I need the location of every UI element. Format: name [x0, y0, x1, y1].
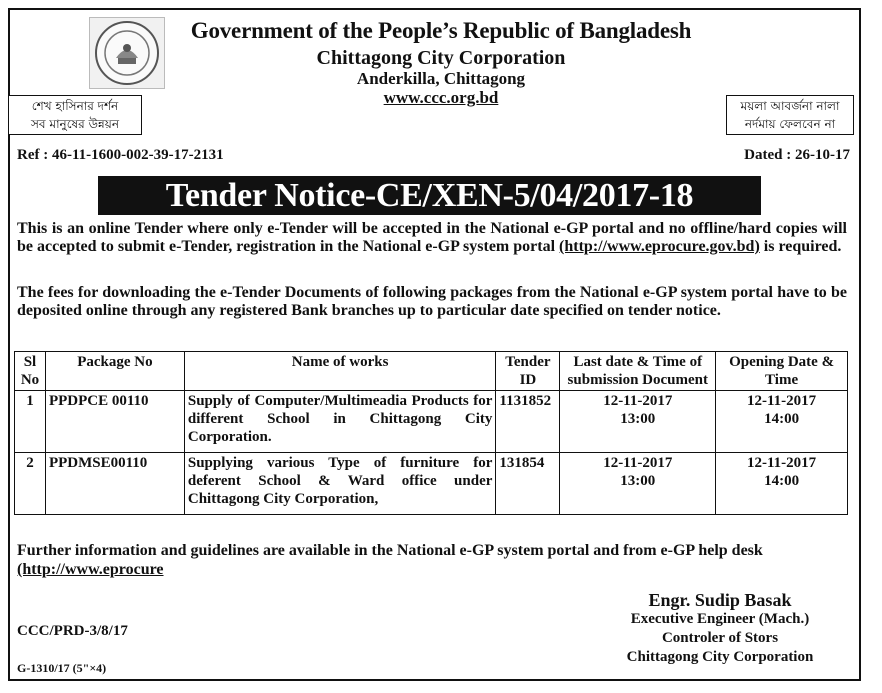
row-last-time: 13:00 [620, 411, 656, 427]
further-text: Further information and guidelines are available in the National e-GP system portal and from e-GP help desk [17, 542, 763, 559]
row-sl: 2 [15, 453, 46, 515]
slogan-right [726, 95, 854, 135]
row-package: PPDPCE 00110 [45, 391, 184, 453]
table-row [15, 391, 848, 453]
notice-date: Dated : 26-10-17 [744, 147, 850, 163]
header-last-date: Last date & Time of submission Document [560, 352, 716, 391]
row-open-date-cell [716, 453, 848, 515]
row-open-date: 12-11-2017 [746, 393, 817, 409]
website-link[interactable]: www.ccc.org.bd [383, 88, 499, 107]
row-open-time: 14:00 [764, 411, 800, 427]
row-work: Supply of Computer/Multimeadia Products for different School in Chittagong City Corporation. [184, 391, 496, 453]
para1-text: This is an online Tender where only e-Tender will be accepted in the National e-GP portal and no offline/hard copies will be accepted to submit e-Tender, registration in the National e-GP system portal [17, 220, 847, 255]
organization-address: Anderkilla, Chittagong [356, 69, 526, 88]
slogan-left [8, 95, 142, 135]
online-tender-paragraph [17, 220, 847, 256]
row-work: Supplying various Type of furniture for deferent School & Ward office under Chittagong City Corporation, [184, 453, 496, 515]
organization-name: Chittagong City Corporation [316, 47, 566, 69]
reference-number: Ref : 46-11-1600-002-39-17-2131 [17, 147, 224, 163]
prd-number: CCC/PRD-3/8/17 [17, 623, 128, 639]
signatory-org: Chittagong City Corporation [626, 649, 814, 665]
table-header-row [15, 352, 848, 391]
further-info-paragraph [17, 541, 847, 579]
slogan-left-line2: সব মানুষের উন্নয়ন [30, 117, 119, 131]
row-package: PPDMSE00110 [45, 453, 184, 515]
eprocure-helpdesk-link[interactable]: (http://www.eprocure [17, 561, 164, 578]
row-last-time: 13:00 [620, 473, 656, 489]
row-last-date: 12-11-2017 [603, 455, 673, 471]
header-opening-date: Opening Date & Time [716, 352, 848, 391]
table-row [15, 453, 848, 515]
row-last-date-cell [560, 391, 716, 453]
g-number: G-1310/17 (5"×4) [17, 661, 107, 675]
fees-paragraph: The fees for downloading the e-Tender Documents of following packages from the National e-GP system portal have to be deposited online through any registered Bank branches up to particular date specified on tender notice. [17, 284, 847, 319]
signature-block [570, 590, 870, 667]
header-works: Name of works [184, 352, 496, 391]
row-tender-id: 131854 [496, 453, 560, 515]
header-sl: Sl No [15, 352, 46, 391]
tender-table [14, 351, 848, 515]
row-open-date-cell [716, 391, 848, 453]
header-tender-id: Tender ID [496, 352, 560, 391]
slogan-right-line2: নর্দমায় ফেলবেন না [744, 117, 836, 131]
para1-tail: is required. [759, 238, 842, 255]
eprocure-link[interactable]: (http://www.eprocure.gov.bd) [559, 238, 760, 255]
signatory-title: Executive Engineer (Mach.) [630, 611, 810, 627]
header-package: Package No [45, 352, 184, 391]
slogan-right-line1: ময়লা আবর্জনা নালা [740, 99, 840, 113]
tender-notice-banner: Tender Notice-CE/XEN-5/04/2017-18 [98, 176, 761, 215]
row-last-date: 12-11-2017 [603, 393, 673, 409]
signatory-role: Controler of Stors [661, 630, 779, 646]
government-title: Government of the People’s Republic of Bangladesh [190, 18, 692, 43]
row-sl: 1 [15, 391, 46, 453]
row-open-time: 14:00 [764, 473, 800, 489]
row-tender-id: 1131852 [496, 391, 560, 453]
slogan-left-line1: শেখ হাসিনার দর্শন [31, 99, 119, 113]
row-last-date-cell [560, 453, 716, 515]
signatory-name: Engr. Sudip Basak [648, 590, 792, 610]
row-open-date: 12-11-2017 [746, 455, 817, 471]
